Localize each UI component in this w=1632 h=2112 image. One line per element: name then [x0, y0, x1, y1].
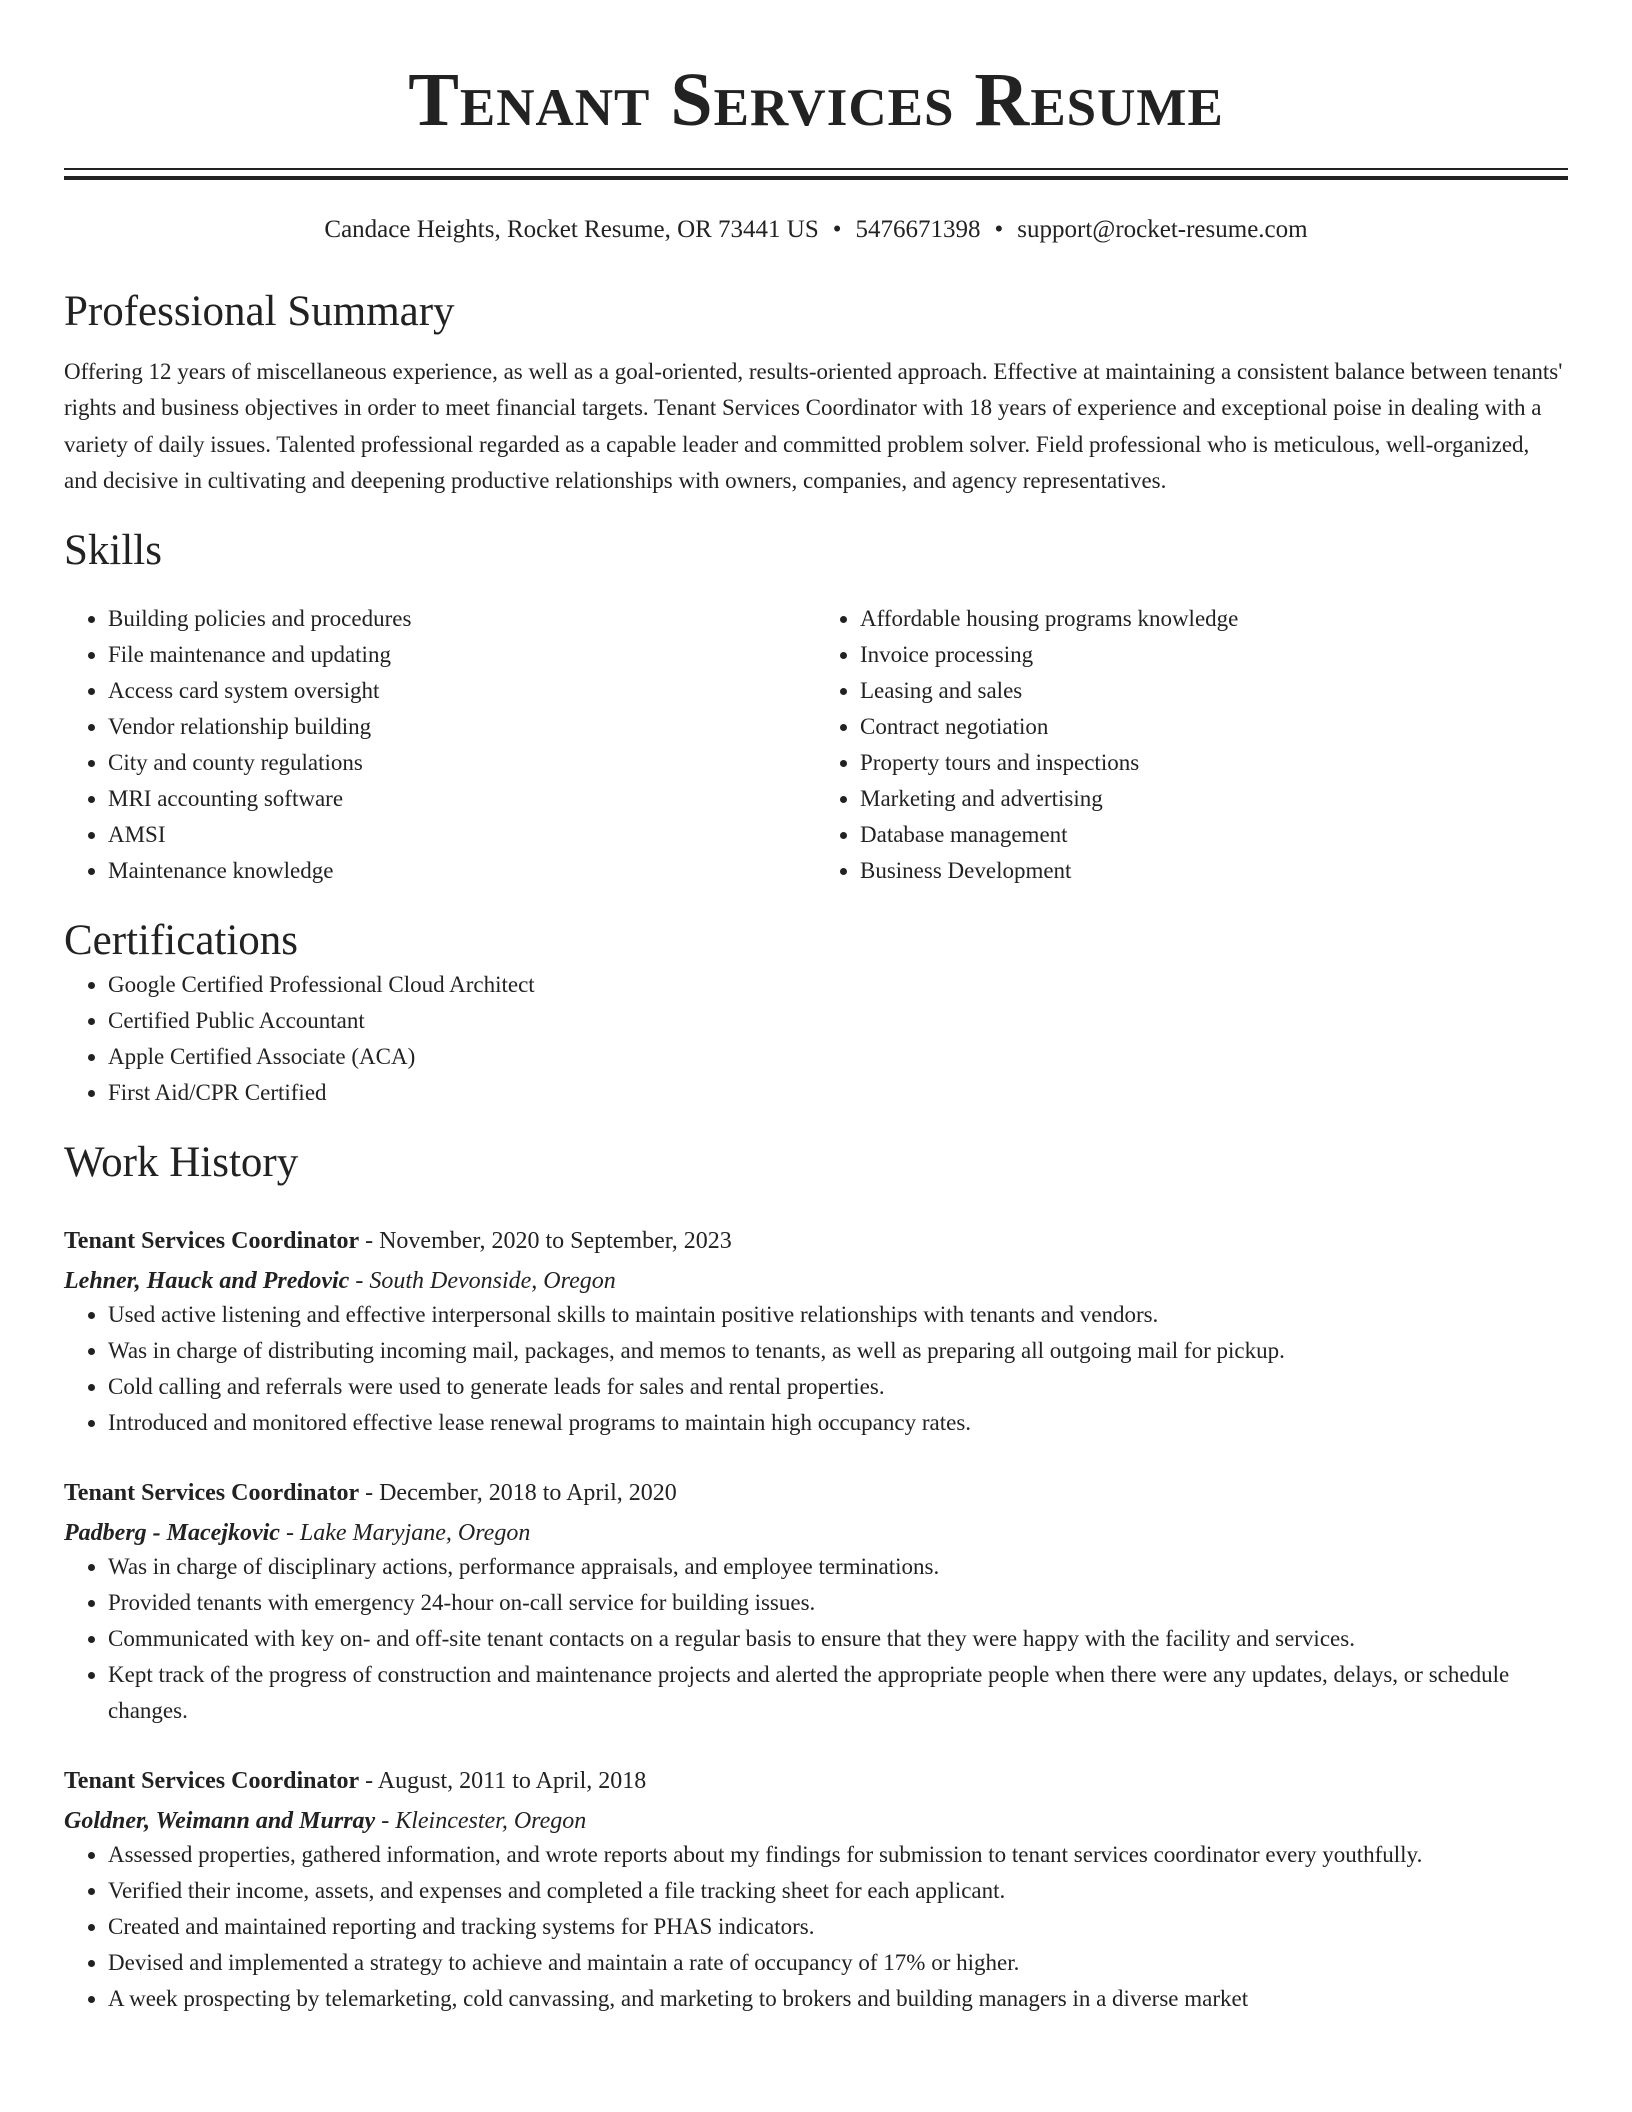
skill-item: • Vendor relationship building — [108, 709, 816, 745]
job-duties-list — [64, 1549, 1568, 1729]
skills-right-list — [816, 601, 1568, 889]
job-location: - Lake Maryjane, Oregon — [279, 1520, 531, 1547]
job-dates: - August, 2011 to April, 2018 — [359, 1768, 647, 1795]
page-title: Tenant Services Resume — [408, 58, 1224, 142]
job-company-line — [64, 1805, 1568, 1837]
contact-email: support@rocket-resume.com — [1017, 216, 1308, 243]
job-entry — [64, 1225, 1568, 1441]
contact-line — [64, 214, 1568, 246]
job-header — [64, 1477, 1568, 1509]
skill-item: • Database management — [860, 817, 1568, 853]
job-duty-item: • Provided tenants with emergency 24-hour on-call service for building issues. — [108, 1585, 1568, 1621]
job-entry — [64, 1477, 1568, 1729]
title-divider-thick — [64, 176, 1568, 180]
job-duty-item: • A week prospecting by telemarketing, cold canvassing, and marketing to brokers and building managers in a diverse market — [108, 1981, 1568, 2017]
title-divider-thin — [64, 168, 1568, 170]
certifications-list — [64, 967, 1568, 1111]
skill-item: • AMSI — [108, 817, 816, 853]
job-role: Tenant Services Coordinator — [64, 1480, 360, 1507]
work-history-heading: Work History — [64, 1139, 299, 1187]
skills-heading: Skills — [64, 527, 162, 575]
job-header — [64, 1765, 1568, 1797]
job-duty-item: • Kept track of the progress of construction and maintenance projects and alerted the appropriate people when there were any updates, delays, or schedule changes. — [108, 1657, 1568, 1729]
job-duty-item: • Cold calling and referrals were used to generate leads for sales and rental properties. — [108, 1369, 1568, 1405]
job-duty-item: • Verified their income, assets, and expenses and completed a file tracking sheet for each applicant. — [108, 1873, 1568, 1909]
job-duty-item: • Introduced and monitored effective lease renewal programs to maintain high occupancy rates. — [108, 1405, 1568, 1441]
contact-separator: • — [832, 216, 842, 243]
skill-item: • Invoice processing — [860, 637, 1568, 673]
contact-address: Candace Heights, Rocket Resume, OR 73441 US — [324, 216, 819, 243]
job-duty-item: • Devised and implemented a strategy to achieve and maintain a rate of occupancy of 17% or higher. — [108, 1945, 1568, 1981]
job-duty-item: • Communicated with key on- and off-site tenant contacts on a regular basis to ensure that they were happy with the facility and services. — [108, 1621, 1568, 1657]
certification-item: • First Aid/CPR Certified — [108, 1075, 1568, 1111]
job-duty-item: • Created and maintained reporting and tracking systems for PHAS indicators. — [108, 1909, 1568, 1945]
skill-item: • Contract negotiation — [860, 709, 1568, 745]
job-duty-item: • Used active listening and effective interpersonal skills to maintain positive relationships with tenants and vendors. — [108, 1297, 1568, 1333]
job-company-line — [64, 1265, 1568, 1297]
job-role: Tenant Services Coordinator — [64, 1228, 360, 1255]
skill-item: • Business Development — [860, 853, 1568, 889]
job-location: - South Devonside, Oregon — [349, 1268, 616, 1295]
summary-heading: Professional Summary — [64, 288, 455, 335]
skill-item: • Marketing and advertising — [860, 781, 1568, 817]
job-header — [64, 1225, 1568, 1257]
skill-item: • City and county regulations — [108, 745, 816, 781]
skill-item: • Leasing and sales — [860, 673, 1568, 709]
job-location: - Kleincester, Oregon — [375, 1808, 587, 1835]
job-company-line — [64, 1517, 1568, 1549]
skill-item: • Property tours and inspections — [860, 745, 1568, 781]
contact-phone: 5476671398 — [855, 216, 981, 243]
job-dates: - November, 2020 to September, 2023 — [359, 1228, 732, 1255]
contact-separator: • — [994, 216, 1004, 243]
certification-item: • Certified Public Accountant — [108, 1003, 1568, 1039]
skill-item: • Maintenance knowledge — [108, 853, 816, 889]
skill-item: • Affordable housing programs knowledge — [860, 601, 1568, 637]
skill-item: • File maintenance and updating — [108, 637, 816, 673]
summary-text: Offering 12 years of miscellaneous experience, as well as a goal-oriented, results-oriented approach. Effective at maintaining a consistent balance between tenants' rights and business objectives in order to meet financial targets. Tenant Services Coordinator with 18 years of experience and exceptional poise in dealing with a variety of daily issues. Talented professional regarded as a capable leader and committed problem solver. Field professional who is meticulous, well-organized, and decisive in cultivating and deepening productive relationships with owners, companies, and agency representatives. — [64, 359, 1563, 493]
skill-item: • MRI accounting software — [108, 781, 816, 817]
job-company: Lehner, Hauck and Predovic — [64, 1268, 350, 1295]
certification-item: • Apple Certified Associate (ACA) — [108, 1039, 1568, 1075]
job-dates: - December, 2018 to April, 2020 — [359, 1480, 677, 1507]
skill-item: • Access card system oversight — [108, 673, 816, 709]
job-duties-list — [64, 1837, 1568, 2017]
job-duties-list — [64, 1297, 1568, 1441]
certifications-heading: Certifications — [64, 917, 299, 965]
skills-grid — [64, 601, 1568, 889]
skills-left-list — [64, 601, 816, 889]
job-duty-item: • Assessed properties, gathered information, and wrote reports about my findings for submission to tenant services coordinator every youthfully. — [108, 1837, 1568, 1873]
job-entry — [64, 1765, 1568, 2017]
job-company: Goldner, Weimann and Murray — [64, 1808, 376, 1835]
job-duty-item: • Was in charge of disciplinary actions, performance appraisals, and employee terminations. — [108, 1549, 1568, 1585]
job-duty-item: • Was in charge of distributing incoming mail, packages, and memos to tenants, as well as preparing all outgoing mail for pickup. — [108, 1333, 1568, 1369]
job-role: Tenant Services Coordinator — [64, 1768, 360, 1795]
job-company: Padberg - Macejkovic — [64, 1520, 280, 1547]
certification-item: • Google Certified Professional Cloud Architect — [108, 967, 1568, 1003]
skill-item: • Building policies and procedures — [108, 601, 816, 637]
